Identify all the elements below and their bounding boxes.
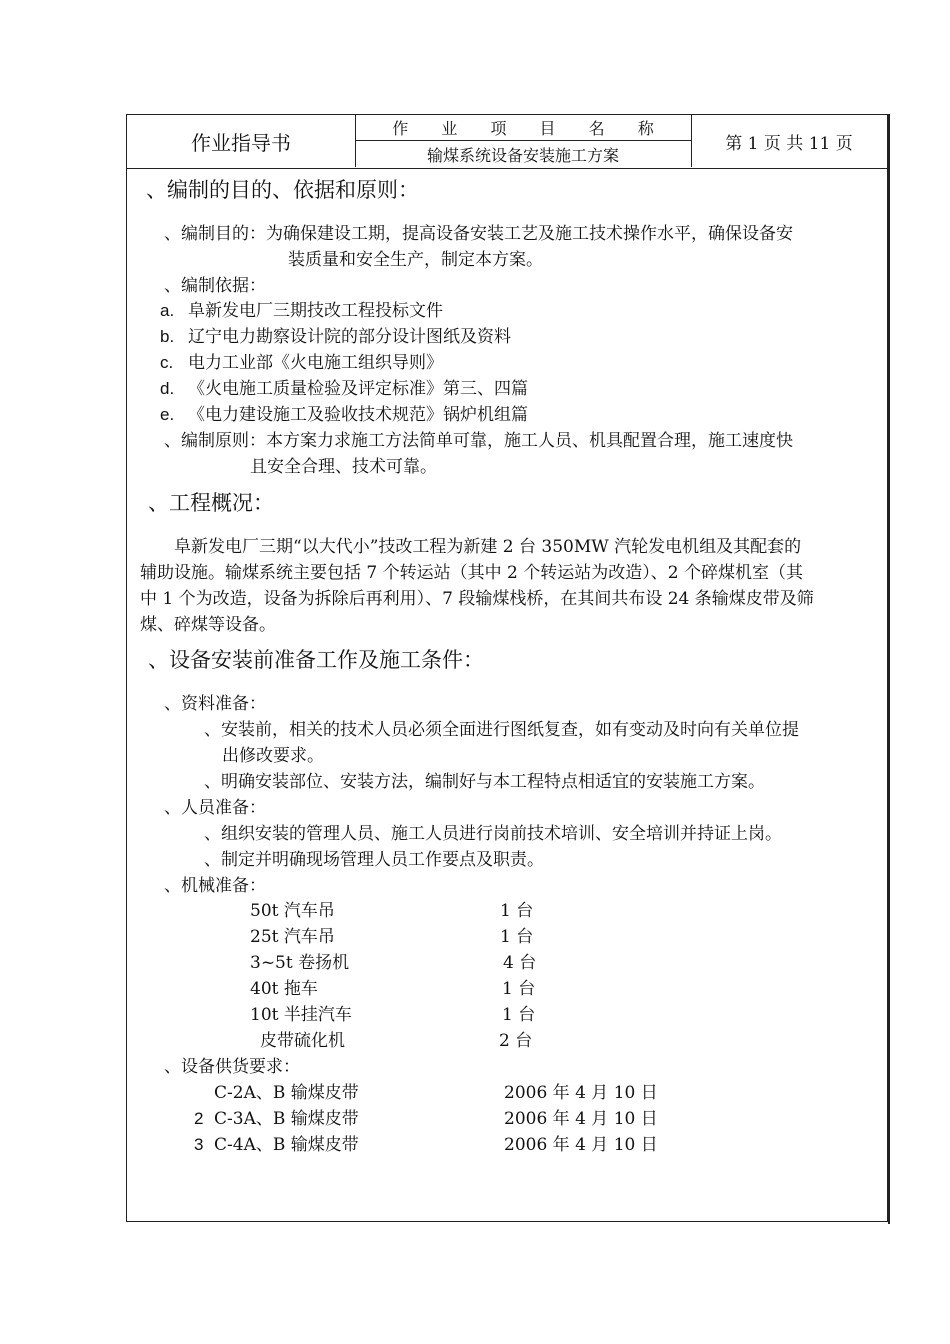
docs-item1-line1: 、安装前，相关的技术人员必须全面进行图纸复查，如有变动及时向有关单位提 — [204, 720, 799, 740]
project-label: 作 业 项 目 名 称 — [355, 115, 691, 141]
staff-label: 、人员准备： — [164, 798, 266, 818]
principle-line1: 、编制原则：本方案力求施工方法简单可靠，施工人员、机具配置合理，施工速度快 — [164, 431, 793, 451]
machine-qty: 2 台 — [499, 1031, 533, 1051]
basis-marker-b: b. — [160, 327, 175, 346]
doc-type-cell: 作业指导书 — [127, 115, 356, 167]
basis-item-d: 《火电施工质量检验及评定标准》第三、四篇 — [188, 379, 528, 399]
machine-name: 皮带硫化机 — [260, 1031, 345, 1051]
machine-qty: 1 台 — [502, 979, 536, 999]
basis-marker-c: c. — [160, 353, 174, 372]
basis-item-b: 辽宁电力勘察设计院的部分设计图纸及资料 — [188, 327, 511, 347]
machine-name: 3~5t 卷扬机 — [250, 953, 350, 973]
header-table — [127, 115, 887, 169]
supply-name: C-2A、B 输煤皮带 — [214, 1083, 359, 1103]
overview-line4: 煤、碎煤等设备。 — [140, 615, 276, 635]
staff-item1: 、组织安装的管理人员、施工人员进行岗前技术培训、安全培训并持证上岗。 — [204, 824, 782, 844]
purpose-line2: 装质量和安全生产，制定本方案。 — [288, 250, 543, 270]
project-name: 输煤系统设备安装施工方案 — [426, 146, 619, 165]
basis-marker-e: e. — [160, 405, 175, 424]
staff-item2: 、制定并明确现场管理人员工作要点及职责。 — [204, 850, 544, 870]
machine-name: 50t 汽车吊 — [250, 901, 335, 921]
supply-no: 3 — [194, 1135, 204, 1154]
machine-qty: 4 台 — [503, 953, 537, 973]
overview-line2: 辅助设施。输煤系统主要包括 7 个转运站（其中 2 个转运站为改造）、2 个碎煤机室（其 — [140, 563, 803, 583]
supply-date: 2006 年 4 月 10 日 — [504, 1109, 658, 1129]
section1-heading: 、编制的目的、依据和原则： — [146, 178, 419, 202]
overview-line1: 阜新发电厂三期“以大代小”技改工程为新建 2 台 350MW 汽轮发电机组及其配套的 — [174, 537, 802, 557]
machine-name: 40t 拖车 — [250, 979, 318, 999]
purpose-line1: 、编制目的：为确保建设工期，提高设备安装工艺及施工技术操作水平，确保设备安 — [164, 224, 793, 244]
machine-qty: 1 台 — [500, 901, 534, 921]
basis-item-a: 阜新发电厂三期技改工程投标文件 — [188, 301, 443, 321]
machine-qty: 1 台 — [502, 1005, 536, 1025]
section2-heading: 、工程概况： — [148, 491, 274, 515]
docs-item1-line2: 出修改要求。 — [222, 746, 324, 766]
project-cell — [355, 115, 692, 167]
frame-shadow-line — [888, 114, 890, 1224]
supply-name: C-3A、B 输煤皮带 — [214, 1109, 359, 1129]
supply-date: 2006 年 4 月 10 日 — [504, 1135, 658, 1155]
supply-name: C-4A、B 输煤皮带 — [214, 1135, 359, 1155]
basis-label: 、编制依据： — [164, 276, 266, 296]
supply-label: 、设备供货要求： — [164, 1057, 300, 1077]
docs-item2: 、明确安装部位、安装方法，编制好与本工程特点相适宜的安装施工方案。 — [204, 772, 765, 792]
supply-no: 2 — [194, 1109, 204, 1128]
basis-marker-d: d. — [160, 379, 175, 398]
docs-label: 、资料准备： — [164, 694, 266, 714]
machine-qty: 1 台 — [500, 927, 534, 947]
basis-item-c: 电力工业部《火电施工组织导则》 — [188, 353, 443, 373]
section3-heading: 、设备安装前准备工作及施工条件： — [148, 648, 484, 672]
machine-name: 10t 半挂汽车 — [250, 1005, 352, 1025]
page-info: 第 1 页 共 11 页 — [725, 133, 853, 154]
basis-marker-a: a. — [160, 301, 175, 320]
machine-label: 、机械准备： — [164, 876, 266, 896]
overview-line3: 中 1 个为改造，设备为拆除后再利用）、7 段输煤栈桥，在其间共布设 24 条输煤皮带及筛 — [140, 589, 814, 609]
machine-name: 25t 汽车吊 — [250, 927, 335, 947]
supply-date: 2006 年 4 月 10 日 — [504, 1083, 658, 1103]
basis-item-e: 《电力建设施工及验收技术规范》锅炉机组篇 — [188, 405, 528, 425]
principle-line2: 且安全合理、技术可靠。 — [250, 457, 437, 477]
